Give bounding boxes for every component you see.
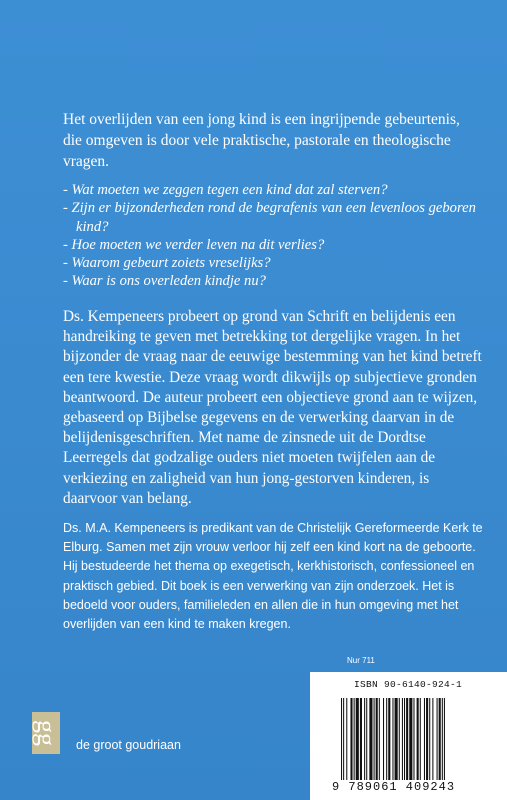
barcode-bar (444, 698, 445, 780)
barcode-bar (399, 698, 400, 780)
barcode-bar (386, 698, 387, 780)
author-bio: Ds. M.A. Kempeneers is predikant van de Christelijk Gereformeerde Kerk te Elburg. Samen met zijn vrouw verloor hij zelf een kind kort na de geboorte. Hij bestudeerde het thema op exegetisch, kerkhistorisch, confessioneel en praktisch gebied. Dit boek is een verwerking van zijn onderzoek. Het is bedoeld voor ouders, familieleden en allen die in hun omgeving met het overlijden van een kind te maken kregen. (63, 521, 483, 632)
question-item: - Wat moeten we zeggen tegen een kind dat zal sterven? (63, 182, 388, 198)
barcode-bar (341, 698, 342, 780)
question-item: - Hoe moeten we verder leven na dit verlies? (63, 236, 325, 253)
barcode-bar (432, 698, 433, 780)
nur-code: Nur 711 (347, 656, 375, 665)
barcode-bar (360, 698, 362, 780)
barcode-bar (442, 698, 443, 780)
barcode-bar (343, 698, 344, 780)
barcode-bar (395, 698, 398, 780)
barcode-icon (341, 698, 481, 780)
barcode-bar (392, 698, 393, 780)
question-item: - Waarom gebeurt zoiets vreselijks? (63, 255, 271, 272)
barcode-box (310, 672, 507, 800)
barcode-bar (406, 698, 408, 780)
barcode-bar (417, 698, 419, 780)
question-item: - Waar is ons overleden kindje nu? (63, 273, 266, 290)
barcode-bar (369, 698, 372, 780)
barcode-bar (388, 698, 390, 780)
barcode-bar (404, 698, 405, 780)
isbn-label: ISBN 90-6140-924-1 (354, 679, 463, 690)
barcode-digits: 9 789061 409243 (332, 780, 456, 794)
description-paragraph: Ds. Kempeneers probeert op grond van Schrift en belijdenis een handreiking te geven met betrekking tot dergelijke vragen. In het bijzonder de vraag naar de eeuwige bestemming van het kind betreft een tere kwestie. Deze vraag wordt dikwijls op subjectieve gronden beantwoord. De auteur probeert een objectieve grond aan te wijzen, gebaseerd op Bijbelse gegevens en de verwerking daarvan in de belijdenisgeschriften. Met name de zinsnede uit de Dordtse Leerregels dat godzalige ouders niet moeten twijfelen aan de verkiezing en zaligheid van hun jong-gestorven kinderen, is daarvoor van belang. (63, 308, 482, 507)
barcode-bar (402, 698, 403, 780)
barcode-bar (413, 698, 414, 780)
question-item: - Zijn er bijzonderheden rond de begrafenis van een levenloos geboren kind? (63, 200, 476, 235)
publisher-name: de groot goudriaan (76, 738, 181, 752)
barcode-bar (409, 698, 412, 780)
barcode-bar (356, 698, 359, 780)
barcode-bar (354, 698, 355, 780)
barcode-bar (346, 698, 347, 780)
barcode-bar (437, 698, 438, 780)
barcode-bar (374, 698, 375, 780)
barcode-bar (366, 698, 367, 780)
barcode-bar (383, 698, 384, 780)
logo-mark: gg (32, 720, 61, 746)
barcode-bar (424, 698, 425, 780)
barcode-bar (379, 698, 380, 780)
barcode-bar (429, 698, 430, 780)
barcode-bar (426, 698, 428, 780)
barcode-bar (350, 698, 352, 780)
barcode-bar (364, 698, 365, 780)
barcode-bar (420, 698, 421, 780)
question-list (63, 181, 483, 291)
intro-paragraph: Het overlijden van een jong kind is een ingrijpende gebeurtenis, die omgeven is door vele praktische, pastorale en theologische vragen. (63, 111, 460, 170)
publisher-logo (32, 712, 60, 754)
barcode-bar (376, 698, 378, 780)
barcode-bar (439, 698, 441, 780)
